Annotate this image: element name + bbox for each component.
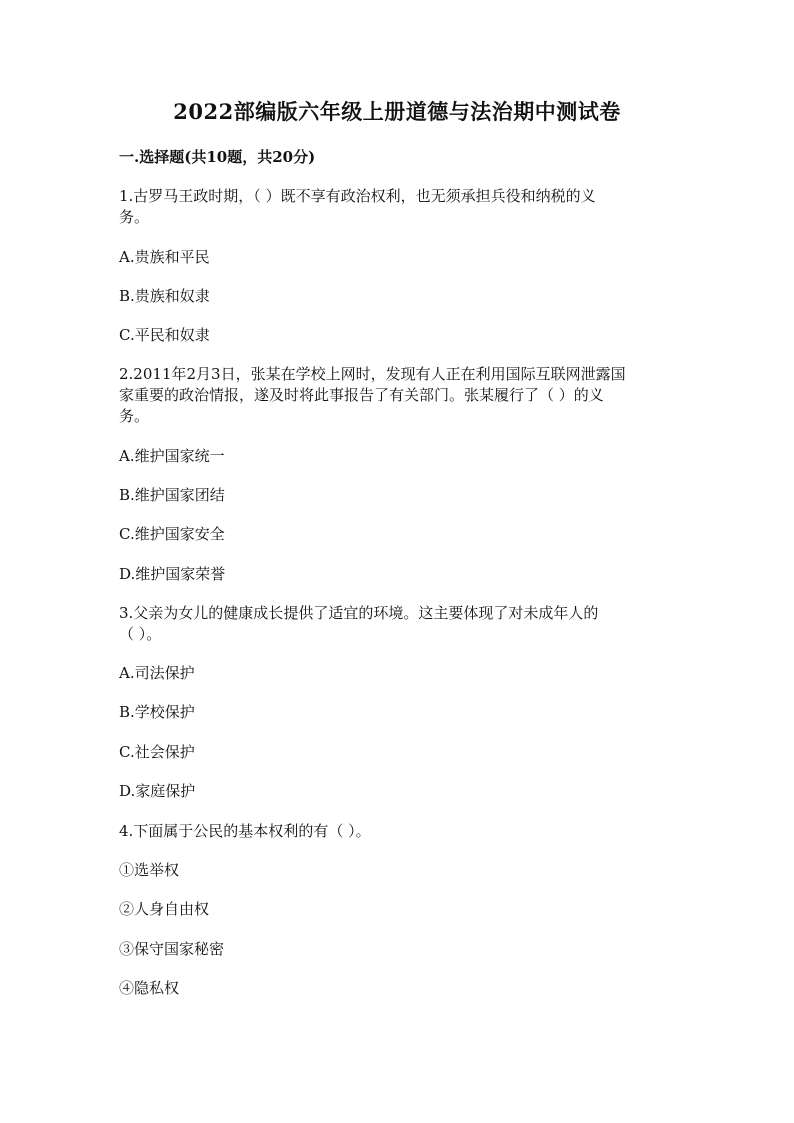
section-heading: 一.选择题(共10题，共20分): [119, 148, 316, 166]
question-3-stem-line-2: （ ）。: [119, 625, 162, 643]
question-4-option-4: ④隐私权: [119, 979, 180, 997]
question-1-stem-line-1: 1.古罗马王政时期，（ ）既不享有政治权利，也无须承担兵役和纳税的义: [119, 187, 596, 205]
page-title: 2022部编版六年级上册道德与法治期中测试卷: [173, 99, 621, 124]
question-1-option-b: B.贵族和奴隶: [119, 287, 210, 305]
question-2-option-a: A.维护国家统一: [119, 447, 225, 465]
question-1-stem-line-2: 务。: [119, 208, 150, 226]
question-4-option-3: ③保守国家秘密: [119, 940, 225, 958]
question-1-option-c: C.平民和奴隶: [119, 326, 210, 344]
question-4-option-2: ②人身自由权: [119, 900, 210, 918]
question-2-stem-line-1: 2.2011年2月3日，张某在学校上网时，发现有人正在利用国际互联网泄露国: [119, 365, 626, 383]
question-3-option-c: C.社会保护: [119, 743, 195, 761]
question-3-option-a: A.司法保护: [119, 664, 195, 682]
question-2-stem-line-2: 家重要的政治情报，遂及时将此事报告了有关部门。张某履行了（ ）的义: [119, 386, 604, 404]
question-4-stem-line-1: 4.下面属于公民的基本权利的有（ ）。: [119, 822, 371, 840]
question-3-option-d: D.家庭保护: [119, 782, 196, 800]
question-2-stem-line-3: 务。: [119, 407, 150, 425]
question-4-option-1: ①选举权: [119, 861, 180, 879]
question-2-option-b: B.维护国家团结: [119, 486, 225, 504]
question-2-option-c: C.维护国家安全: [119, 525, 225, 543]
question-3-stem-line-1: 3.父亲为女儿的健康成长提供了适宜的环境。这主要体现了对未成年人的: [119, 604, 599, 622]
question-1-option-a: A.贵族和平民: [119, 248, 210, 266]
question-3-option-b: B.学校保护: [119, 703, 195, 721]
question-2-option-d: D.维护国家荣誉: [119, 565, 226, 583]
